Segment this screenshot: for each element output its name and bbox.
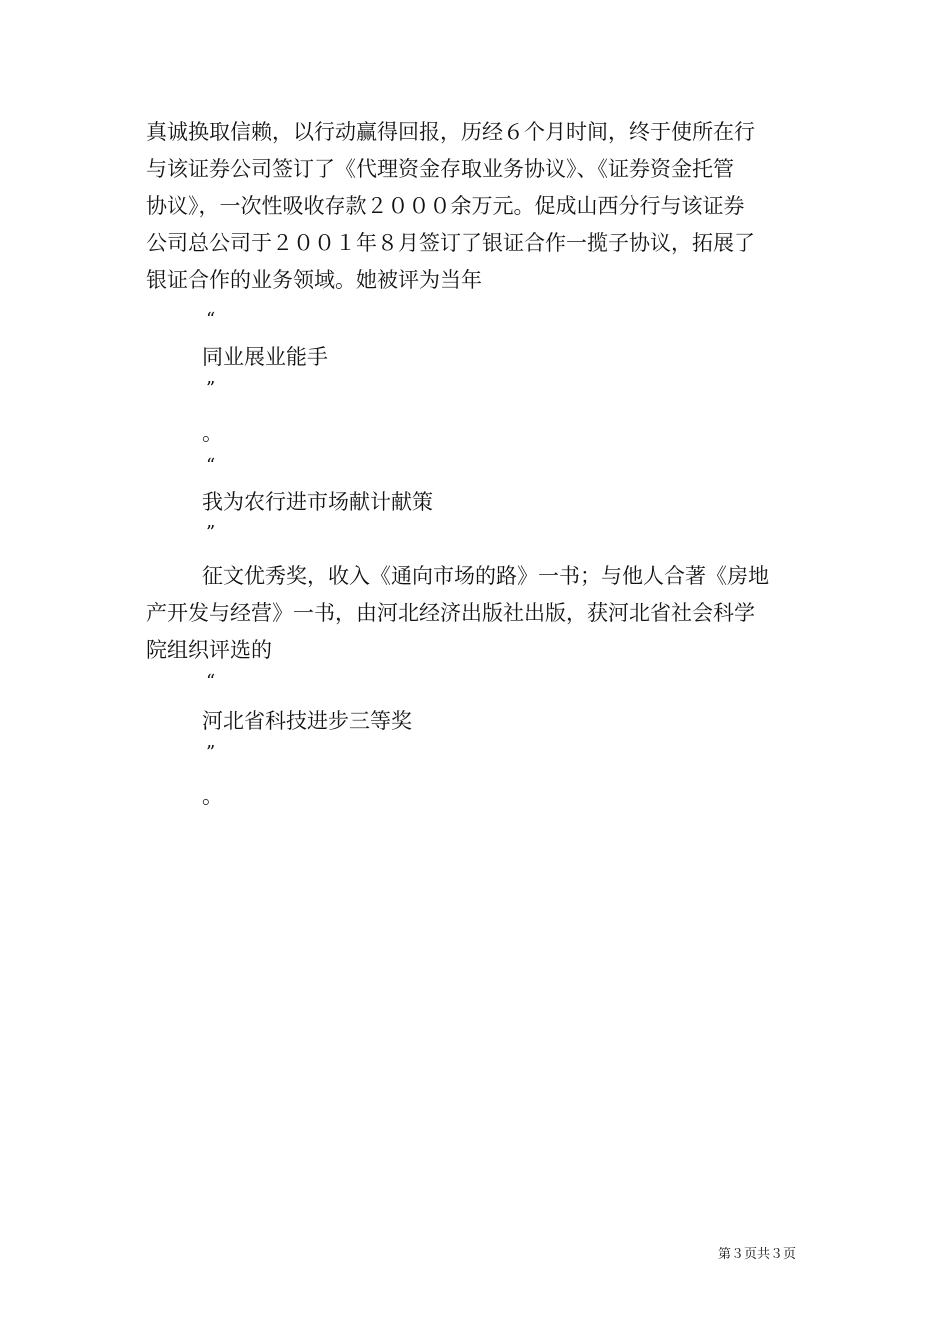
page-number-footer: 第３页共３页 (718, 1247, 797, 1262)
open-quote: “ (206, 455, 216, 476)
close-quote: ” (206, 742, 216, 763)
paragraph-line: 产开发与经营》一书，由河北经济出版社出版，获河北省社会科学 (146, 601, 755, 625)
honor-title: 我为农行进市场献计献策 (202, 490, 433, 514)
open-quote: “ (206, 309, 216, 330)
honor-title: 同业展业能手 (202, 345, 328, 369)
paragraph-line: 协议》，一次性吸收存款２０００余万元。促成山西分行与该证券 (146, 194, 745, 218)
paragraph-line: 院组织评选的 (146, 638, 272, 662)
period-mark: 。 (202, 421, 223, 445)
open-quote: “ (206, 671, 216, 692)
honor-title: 河北省科技进步三等奖 (202, 709, 412, 733)
paragraph-line: 征文优秀奖，收入《通向市场的路》一书；与他人合著《房地 (202, 564, 769, 588)
paragraph-line: 与该证券公司签订了《代理资金存取业务协议》、《证券资金托管 (146, 157, 734, 181)
period-mark: 。 (202, 784, 223, 808)
paragraph-line: 公司总公司于２００１年８月签订了银证合作一揽子协议，拓展了 (146, 231, 755, 255)
close-quote: ” (206, 522, 216, 543)
close-quote: ” (206, 378, 216, 399)
paragraph-line: 银证合作的业务领域。她被评为当年 (146, 268, 482, 292)
paragraph-line: 真诚换取信赖，以行动赢得回报，历经６个月时间，终于使所在行 (146, 120, 755, 144)
